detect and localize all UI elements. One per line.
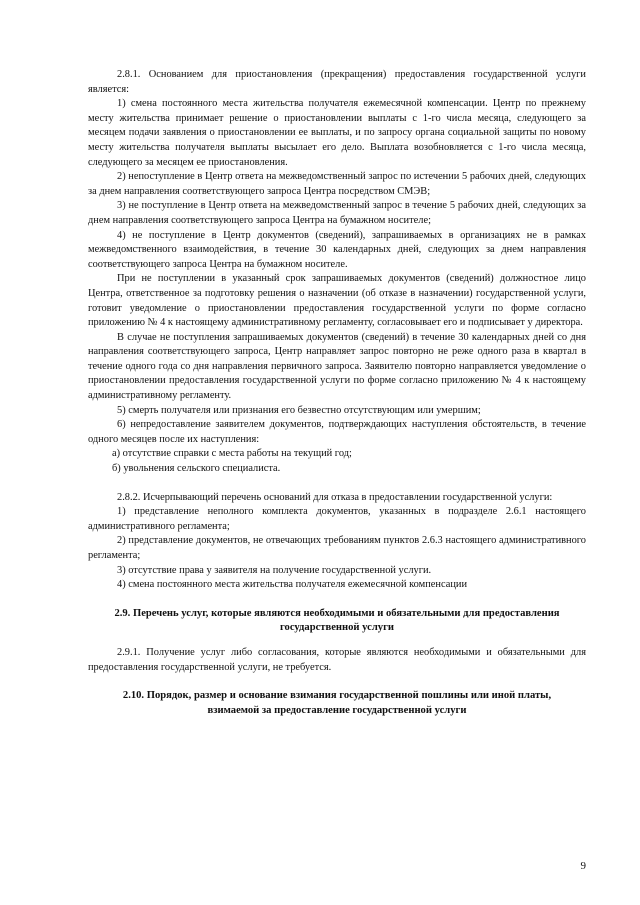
paragraph-item-6a: а) отсутствие справки с места работы на текущий год; <box>112 448 352 460</box>
paragraph-item-3: 3) не поступление в Центр ответа на межведомственный запрос в течение 5 рабочих дней, следующих за днем направления соответствующего запроса Центра на бумажном носителе; <box>88 200 586 226</box>
paragraph-item-2: 2) непоступление в Центр ответа на межведомственный запрос по истечении 5 рабочих дней, следующих за днем направления соответствующего запроса Центра посредством СМЭВ; <box>88 171 586 197</box>
paragraph-non-receipt: При не поступлении в указанный срок запрашиваемых документов (сведений) должностное лицо Центра, ответственное за подготовку решения о назначении (об отказе в назначении) государственной услуги, готовит уведомление о приостановлении предоставления государственной услуги по форме согласно приложению № 4 к настоящему административному регламенту, согласовывает его и подписывает у директора. <box>88 273 586 329</box>
spacer <box>88 477 586 491</box>
paragraph-refusal-3: 3) отсутствие права у заявителя на получение государственной услуги. <box>117 564 432 576</box>
paragraph-2-8-1: 2.8.1. Основанием для приостановления (прекращения) предоставления государственной услуги является: <box>88 69 586 95</box>
paragraph-refusal-2: 2) представление документов, не отвечающих требованиям пунктов 2.6.3 настоящего административного регламента; <box>88 535 586 561</box>
page-number: 9 <box>580 860 586 872</box>
spacer <box>88 675 586 689</box>
spacer <box>88 636 586 646</box>
paragraph-item-6b: б) увольнения сельского специалиста. <box>112 463 281 475</box>
paragraph-2-8-2: 2.8.2. Исчерпывающий перечень оснований для отказа в предоставлении государственной услуги: <box>117 491 553 503</box>
paragraph-item-4: 4) не поступление в Центр документов (сведений), запрашиваемых в организациях не в рамках межведомственного взаимодействия, в течение 30 календарных дней, следующих за днем направления соответствующего запроса Центра на бумажном носителе. <box>88 229 586 270</box>
section-heading-2-9: 2.9. Перечень услуг, которые являются необходимыми и обязательными для предоставления государственной услуги <box>114 607 560 634</box>
paragraph-repeat-request: В случае не поступления запрашиваемых документов (сведений) в течение 30 календарных дней со дня направления соответствующего запроса, Центр направляет запрос повторно не реже одного раза в квартал в течение одного года со дня направления первичного запроса. Заявителю повторно направляется уведомление о приостановлении предоставления государственной услуги по форме согласно приложению № 4 к настоящему административному регламенту. <box>88 331 586 402</box>
paragraph-refusal-1: 1) представление неполного комплекта документов, указанных в подразделе 2.6.1 настоящего административного регламента; <box>88 506 586 532</box>
section-heading-2-10: 2.10. Порядок, размер и основание взимания государственной пошлины или иной платы, взимаемой за предоставление государственной услуги <box>122 690 552 716</box>
paragraph-2-9-1: 2.9.1. Получение услуг либо согласования, которые являются необходимыми и обязательными для предоставления государственной услуги, не требуется. <box>88 646 586 673</box>
paragraph-item-5: 5) смерть получателя или признания его безвестно отсутствующим или умершим; <box>117 404 481 416</box>
paragraph-item-6: 6) непредоставление заявителем документов, подтверждающих наступления обстоятельств, в течение одного месяцев после их наступления: <box>88 419 586 445</box>
paragraph-item-1: 1) смена постоянного места жительства получателя ежемесячной компенсации. Центр по прежнему месту жительства принимает решение о приостановлении выплаты с 1-го числа месяца, следующего за месяцем подачи заявления о приостановлении ее выплаты, и по запросу органа социальной защиты по новому месту жительства получателя выплаты высылает его дело. Выплата возобновляется с 1-го числа месяца, следующего за месяцем ее приостановления. <box>88 98 586 168</box>
spacer <box>88 593 586 607</box>
paragraph-refusal-4: 4) смена постоянного места жительства получателя ежемесячной компенсации <box>117 579 468 591</box>
